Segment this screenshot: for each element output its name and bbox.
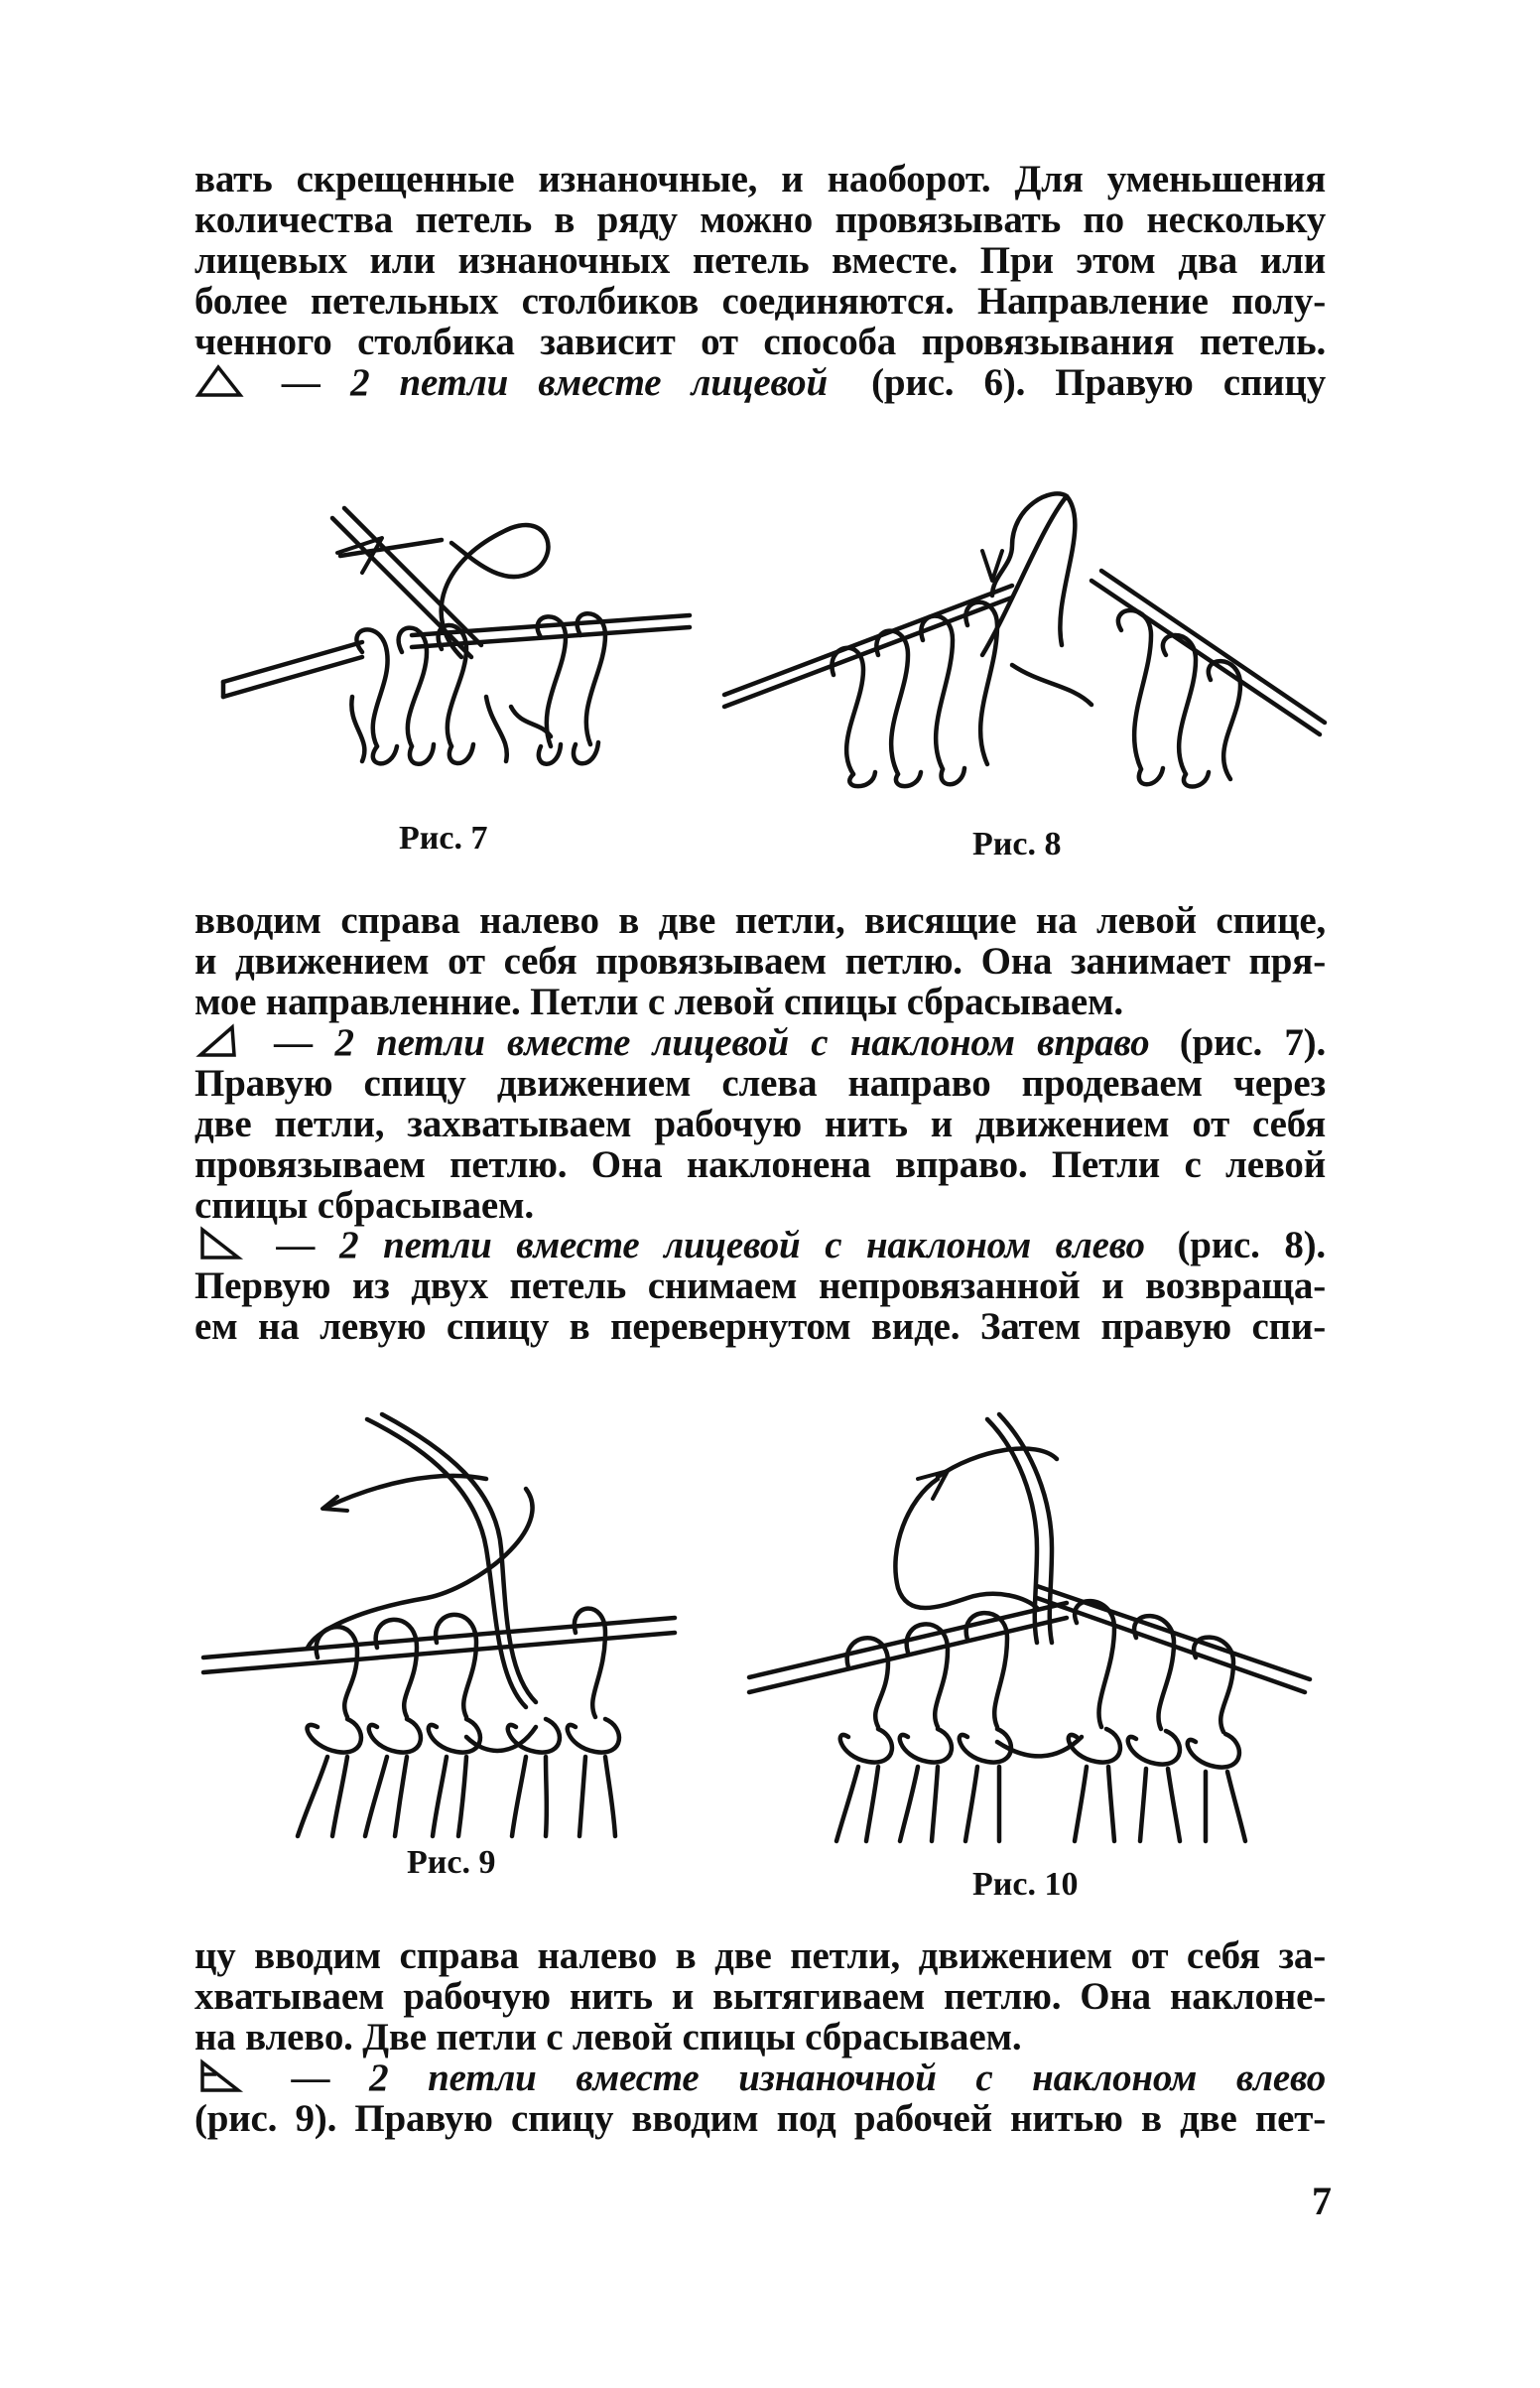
- text-line: (рис. 9). Правую спицу вводим под рабочей нитью в две пет-: [194, 2097, 1326, 2140]
- text-block-intro: [194, 159, 1326, 403]
- text-line: лицевых или изнаночных петель вместе. При этом два или: [194, 239, 1326, 282]
- text-line-with-symbol: [194, 1225, 1326, 1265]
- text-line: ченного столбика зависит от способа провязывания петель.: [194, 321, 1326, 363]
- stitch-title: — 2 петли вместе лицевой с наклоном влево: [276, 1224, 1145, 1266]
- text-line: хватываем рабочую нить и вытягиваем петлю. Она наклоне-: [194, 1975, 1326, 2018]
- triangle-icon: [194, 363, 246, 399]
- text-line: провязываем петлю. Она наклонена вправо. Петли с левой: [194, 1143, 1326, 1186]
- triangle-left-slant-icon: [194, 1226, 246, 1261]
- page-number: 7: [1312, 2179, 1332, 2223]
- text-line: Первую из двух петель снимаем непровязанной и возвраща-: [194, 1264, 1326, 1307]
- text-line: более петельных столбиков соединяются. Направление полу-: [194, 280, 1326, 323]
- figure-7-caption: Рис. 7: [399, 820, 488, 857]
- triangle-purl-left-slant-icon: [194, 2058, 246, 2094]
- figure-9-illustration: [198, 1409, 695, 1851]
- figure-reference: (рис. 8).: [1177, 1224, 1326, 1266]
- text-line: на влево. Две петли с левой спицы сбрасываем.: [194, 2016, 1022, 2058]
- stitch-title: — 2 петли вместе изнаночной с наклоном влево: [291, 2056, 1326, 2099]
- text-line: количества петель в ряду можно провязывать по нескольку: [194, 199, 1326, 241]
- figure-9-caption: Рис. 9: [407, 1844, 496, 1881]
- figure-reference: (рис. 7).: [1179, 1021, 1326, 1064]
- text-line-with-symbol: [194, 2057, 1326, 2098]
- figure-7-illustration: [213, 478, 700, 781]
- text-line: цу вводим справа налево в две петли, движением от себя за-: [194, 1934, 1326, 1977]
- text-line-with-symbol: [194, 1022, 1326, 1063]
- figure-10-illustration: [739, 1409, 1315, 1851]
- text-block-purl-left-slant: [194, 1935, 1326, 2139]
- figure-10-caption: Рис. 10: [972, 1866, 1079, 1903]
- text-line: мое направленние. Петли с левой спицы сбрасываем.: [194, 981, 1123, 1023]
- text-line: вать скрещенные изнаночные, и наоборот. Для уменьшения: [194, 158, 1326, 200]
- text-line: ем на левую спицу в перевернутом виде. Затем правую спи-: [194, 1305, 1326, 1348]
- text-line: спицы сбрасываем.: [194, 1184, 534, 1227]
- figure-8-caption: Рис. 8: [972, 826, 1062, 862]
- triangle-right-slant-icon: [194, 1023, 246, 1059]
- stitch-title: — 2 петли вместе лицевой: [282, 361, 828, 404]
- text-block-right-slant: [194, 900, 1326, 1226]
- text-line: и движением от себя провязываем петлю. Она занимает пря-: [194, 940, 1326, 983]
- text-line: Правую спицу движением слева направо продеваем через: [194, 1062, 1326, 1105]
- figure-8-illustration: [714, 486, 1330, 799]
- text-line-with-symbol: [194, 362, 1326, 403]
- text-line: две петли, захватываем рабочую нить и движением от себя: [194, 1103, 1326, 1145]
- figure-reference: (рис. 6). Правую спицу: [871, 361, 1326, 404]
- stitch-title: — 2 петли вместе лицевой с наклоном вправо: [274, 1021, 1150, 1064]
- text-line: вводим справа налево в две петли, висящие на левой спице,: [194, 899, 1326, 942]
- text-block-left-slant: [194, 1225, 1326, 1347]
